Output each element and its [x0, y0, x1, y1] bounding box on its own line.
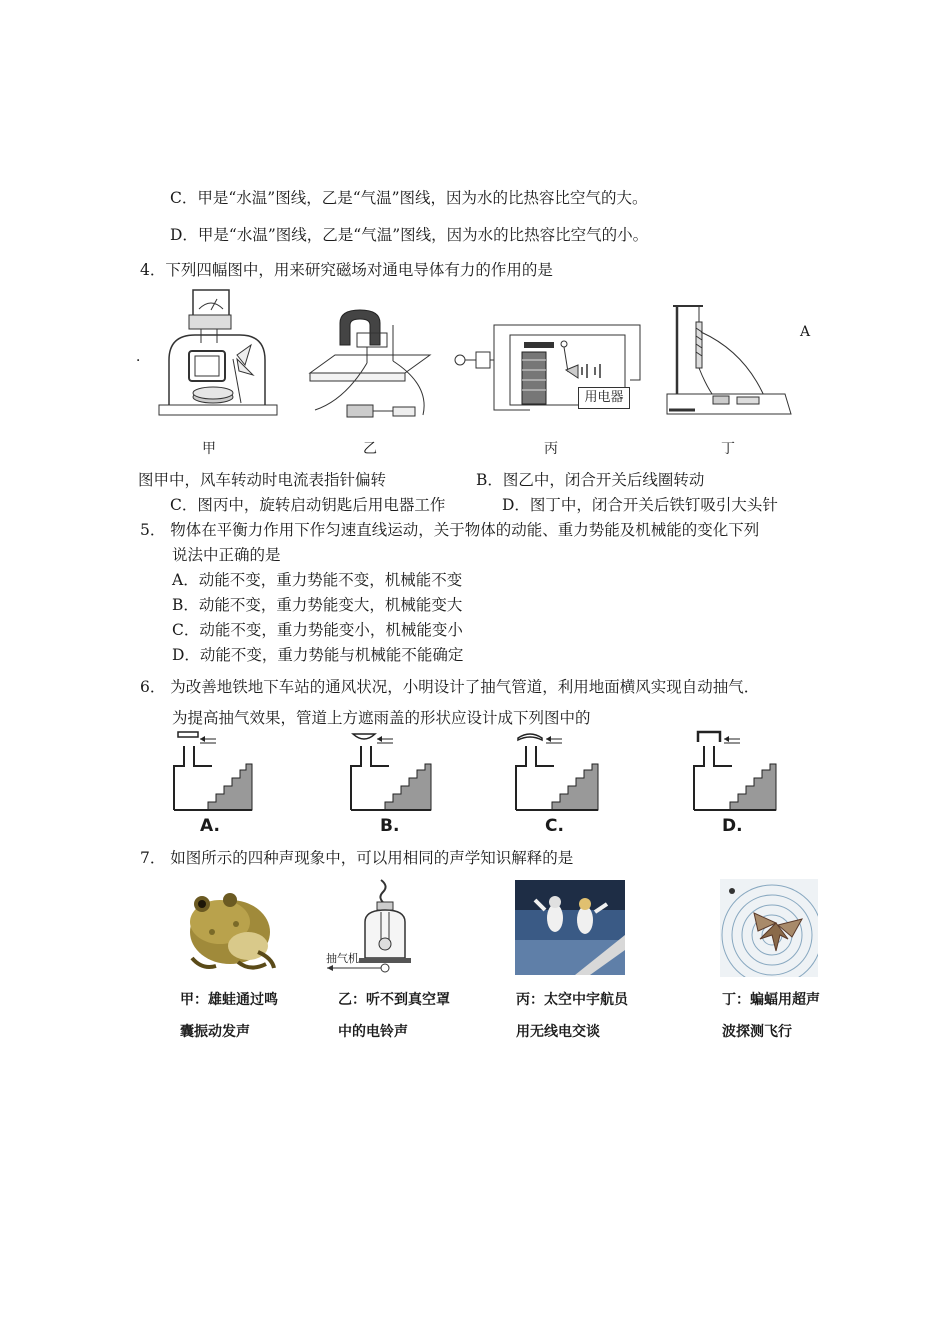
q6-choice-a-diagram [170, 728, 258, 814]
q7-bat-image [720, 879, 818, 977]
q5-stem-line2: 说法中正确的是 [172, 546, 281, 564]
q5-option-a: A．动能不变，重力势能不变，机械能不变 [172, 571, 463, 589]
q4-option-b: B．图乙中，闭合开关后线圈转动 [476, 471, 705, 489]
q6-choice-c-diagram [510, 728, 602, 814]
q4-figure-jia [155, 285, 280, 425]
q7-frog-image [178, 882, 278, 974]
q5-stem-line1: 5． 物体在平衡力作用下作匀速直线运动，关于物体的动能、重力势能及机械能的变化下列 [140, 521, 760, 539]
q7-pump-label: 抽气机 [326, 952, 359, 965]
q4-caption-bing: 丙 [544, 441, 558, 457]
q7-caption-jia-line1: 甲：雄蛙通过鸣 [180, 992, 278, 1008]
q4-option-a: 图甲中，风车转动时电流表指针偏转 [138, 471, 387, 489]
q4-figure-ding [665, 302, 795, 418]
q7-caption-ding-line1: 丁：蝙蝠用超声 [722, 992, 820, 1008]
q4-margin-letter: A [800, 324, 811, 340]
q7-caption-yi-line1: 乙：听不到真空罩 [338, 992, 450, 1008]
q6-choice-d-label: D. [722, 816, 743, 836]
q4-caption-ding: 丁 [721, 441, 735, 457]
q7-caption-bing-line2: 用无线电交谈 [516, 1024, 600, 1040]
q4-electric-appliance-label: 用电器 [578, 387, 630, 409]
q6-choice-c-label: C. [545, 816, 564, 836]
q4-caption-jia: 甲 [202, 441, 216, 457]
q7-astronauts-image [515, 880, 625, 975]
q5-option-d: D．动能不变，重力势能与机械能不能确定 [172, 646, 464, 664]
q6-stem-line2: 为提高抽气效果，管道上方遮雨盖的形状应设计成下列图中的 [172, 709, 591, 727]
q6-choice-b-label: B. [380, 816, 400, 836]
q4-option-c: C．图丙中，旋转启动钥匙后用电器工作 [170, 496, 446, 514]
q7-stem: 7． 如图所示的四种声现象中，可以用相同的声学知识解释的是 [140, 849, 574, 867]
q4-caption-yi: 乙 [363, 441, 377, 457]
q7-caption-jia-line2: 囊振动发声 [180, 1024, 250, 1040]
q3-option-c: C．甲是“水温”图线，乙是“气温”图线，因为水的比热容比空气的大。 [170, 189, 648, 207]
q6-choice-d-diagram [688, 728, 780, 814]
q7-caption-ding-line2: 波探测飞行 [722, 1024, 792, 1040]
q6-stem-line1: 6． 为改善地铁地下车站的通风状况，小明设计了抽气管道，利用地面横风实现自动抽气． [140, 678, 760, 696]
q5-option-c: C．动能不变，重力势能变小，机械能变小 [172, 621, 463, 639]
q7-caption-yi-line2: 中的电铃声 [338, 1024, 408, 1040]
q6-choice-a-label: A. [200, 816, 220, 836]
q4-margin-dot: ． [136, 349, 150, 365]
q7-caption-bing-line1: 丙：太空中宇航员 [516, 992, 628, 1008]
q4-stem: 4．下列四幅图中，用来研究磁场对通电导体有力的作用的是 [140, 261, 553, 279]
q3-option-d: D．甲是“水温”图线，乙是“气温”图线，因为水的比热容比空气的小。 [170, 226, 649, 244]
q6-choice-b-diagram [345, 728, 435, 814]
q4-option-d: D．图丁中，闭合开关后铁钉吸引大头针 [502, 496, 778, 514]
q5-option-b: B．动能不变，重力势能变大，机械能变大 [172, 596, 463, 614]
q4-figure-yi [305, 305, 435, 425]
